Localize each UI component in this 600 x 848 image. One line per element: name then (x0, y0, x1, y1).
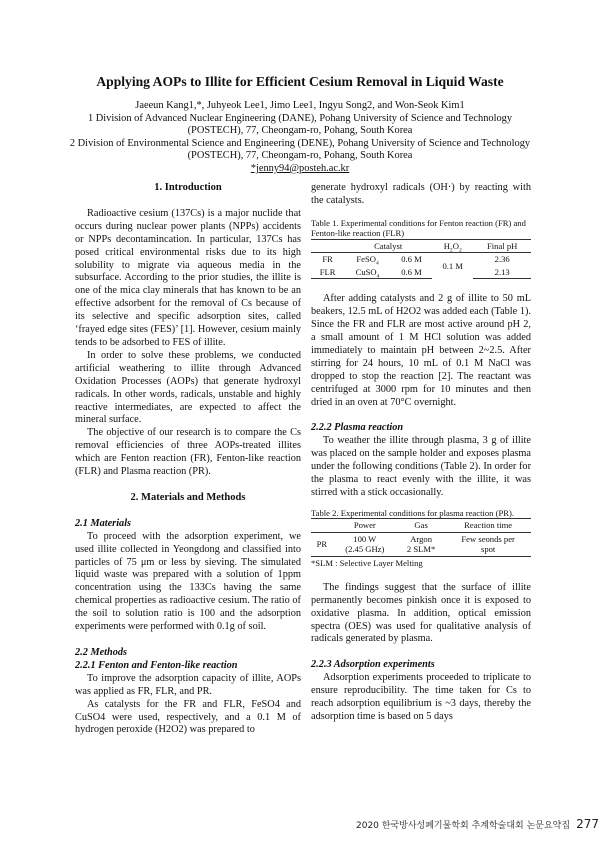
table1-header-final-ph: Final pH (473, 239, 531, 253)
table2-header-power: Power (333, 519, 397, 533)
fenton-paragraph-1: To improve the adsorption capacity of illite, AOPs was applied as FR, FLR, and PR. (75, 672, 301, 697)
adsorption-paragraph: Adsorption experiments proceeded to triplicate to ensure reproducibility. The time taken for Cs to reach adsorption equilibrium is ~3 days, thereby the adsorption time is based on 5 days (311, 672, 531, 722)
table2-cell-time: Few seonds per spot (445, 532, 531, 556)
materials-heading: 2.1 Materials (75, 517, 132, 529)
table1-row-fr (311, 253, 531, 266)
table1-cell: FLR (311, 266, 344, 279)
methods-subheading: 2.2 Methods (75, 647, 128, 658)
table2-cell-gas: Argon 2 SLM* (397, 532, 445, 556)
table1-cell: FeSO$_4$ (356, 254, 379, 268)
right-paragraph-2: After adding catalysts and 2 g of illite to 50 mL beakers, 12.5 mL of H2O2 was added each (Table 1). Since the FR and FLR are most active around pH 2, a small amount of 1 M HCl solution was added immediately to maintain pH between 2~2.5. After stirring for 24 hours, 10 mL of 0.1 M NaCl was dropped to stop the reaction [2]. The reactant was centrifuged at 3000 rpm for 10 minutes and then dried in an oven at 70°C overnight. (311, 293, 531, 408)
intro-paragraph-3: The objective of our research is to compare the Cs removal efficiencies of three AOPs-treated illites which are Fenton reaction (FR), Fenton-like reaction (FLR) and Plasma reaction (PR). (75, 427, 301, 478)
author-block (60, 100, 540, 176)
table-2 (311, 518, 531, 557)
page-footer (356, 817, 599, 831)
right-column (311, 182, 531, 724)
table1-cell: CuSO$_4$ (344, 266, 391, 279)
methods-heading: 2. Materials and Methods (130, 491, 246, 503)
table1-cell: 0.6 M (401, 254, 422, 265)
corresponding-email-link[interactable]: *jenny94@posteh.ac.kr (250, 162, 350, 174)
table2-footnote: *SLM : Selective Layer Melting (311, 557, 423, 568)
table1-cell-h2o2: 0.1 M (442, 260, 463, 271)
table2-header-time: Reaction time (445, 519, 531, 533)
table2-caption: Table 2. Experimental conditions for plasma reaction (PR). (311, 507, 514, 518)
table1-cell: 2.36 (494, 254, 510, 265)
affiliation-1-address: (POSTECH), 77, Cheongam-ro, Pohang, South Korea (187, 125, 413, 137)
affiliation-2: 2 Division of Environmental Science and Engineering (DENE), Pohang University of Science and Technology (69, 137, 531, 149)
page-number: 277 (576, 817, 599, 831)
table2-header-row (311, 519, 531, 533)
adsorption-heading: 2.2.3 Adsorption experiments (311, 659, 435, 671)
author-names: Jaeeun Kang1,*, Juhyeok Lee1, Jimo Lee1, Ingyu Song2, and Won-Seok Kim1 (135, 100, 465, 111)
affiliation-2-address: (POSTECH), 77, Cheongam-ro, Pohang, South Korea (187, 150, 413, 162)
table2-row-pr (311, 532, 531, 556)
paper-title: Applying AOPs to Illite for Efficient Cesium Removal in Liquid Waste (96, 74, 504, 89)
findings-paragraph: The findings suggest that the surface of illite permanently becomes pinkish once it is exposed to oxidative plasma. In addition, optical emission spectra (OES) was used for qualitative analysis of radicals generated by plasma. (311, 581, 531, 645)
affiliation-1: 1 Division of Advanced Nuclear Engineering (DANE), Pohang University of Science and Technology (87, 112, 513, 124)
table2-header-blank (311, 519, 333, 533)
right-paragraph-1: generate hydroxyl radicals (OH·) by reacting with the catalysts. (311, 182, 531, 206)
materials-paragraph: To proceed with the adsorption experiment, we used illite collected in Yeongdong and classified into particles of 75 μm or less by sieving. The simulated liquid waste was prepared with a solution of 1ppm concentration using the 133Cs having the same chemical properties as radioactive cesium. The ratio of the soil to solution ratio is 100 and the adsorption experiments were performed with 0.1g of soil. (75, 530, 301, 633)
fenton-heading: 2.2.1 Fenton and Fenton-like reaction (75, 659, 238, 671)
table1-header-row (311, 239, 531, 253)
plasma-paragraph: To weather the illite through plasma, 3 g of illite was placed on the sample holder and exposes plasma under the following conditions (Table 2). In order for the plasma to react evenly with the illite, it was stirred with a stick occasionally. (311, 435, 531, 498)
table1-header-blank (311, 239, 344, 253)
table2-cell: PR (311, 532, 333, 556)
intro-paragraph-1: Radioactive cesium (137Cs) is a major nuclide that occurs during nuclear power plants (NPPs) accidents or NPPs decontamincation. In particular, 137Cs has posed critical environmental risks due to its high solubility to migrate via aqueous media in the subsurface. According to the prior studies, the illite is one of the mica clay minerals that has known to be an effective adsorbent for the removal of Cs because of its selective and specific adsorption sites, called ‘frayed edge sites (FES)’ [1]. However, cesium mainly tends to be adsorbed to FES of illite. (75, 207, 301, 348)
intro-paragraph-2: In order to solve these problems, we conducted artificial weathering to illite through Advanced Oxidation Processes (AOPs) that generate hydroxyl radicals. In other words, radicals, unstable and highly reactive intermediates, are expected to affect the mineral surface. (75, 349, 301, 426)
table-1 (311, 239, 531, 280)
left-column (75, 182, 301, 737)
table1-cell: 2.13 (473, 266, 531, 279)
table2-cell-power: 100 W (2.45 GHz) (333, 532, 397, 556)
table1-header-h2o2: $H_2O_2$ (432, 239, 473, 253)
table2-header-gas: Gas (397, 519, 445, 533)
introduction-heading: 1. Introduction (154, 182, 222, 193)
plasma-heading: 2.2.2 Plasma reaction (311, 422, 404, 434)
fenton-paragraph-2: As catalysts for the FR and FLR, FeSO4 and CuSO4 were used, respectively, and a 0.1 M of hydrogen peroxide (H2O2) was prepared to (75, 698, 301, 736)
table1-cell: 0.6 M (391, 266, 432, 279)
footer-proceedings-title: 2020 한국방사성폐기물학회 추계학술대회 논문요약집 (356, 821, 571, 831)
table1-caption: Table 1. Experimental conditions for Fenton reaction (FR) and Fenton-like reaction (FLR) (311, 217, 526, 239)
table1-row-flr (311, 266, 531, 279)
table1-cell: FR (322, 254, 333, 265)
table1-header-catalyst: Catalyst (344, 239, 432, 253)
